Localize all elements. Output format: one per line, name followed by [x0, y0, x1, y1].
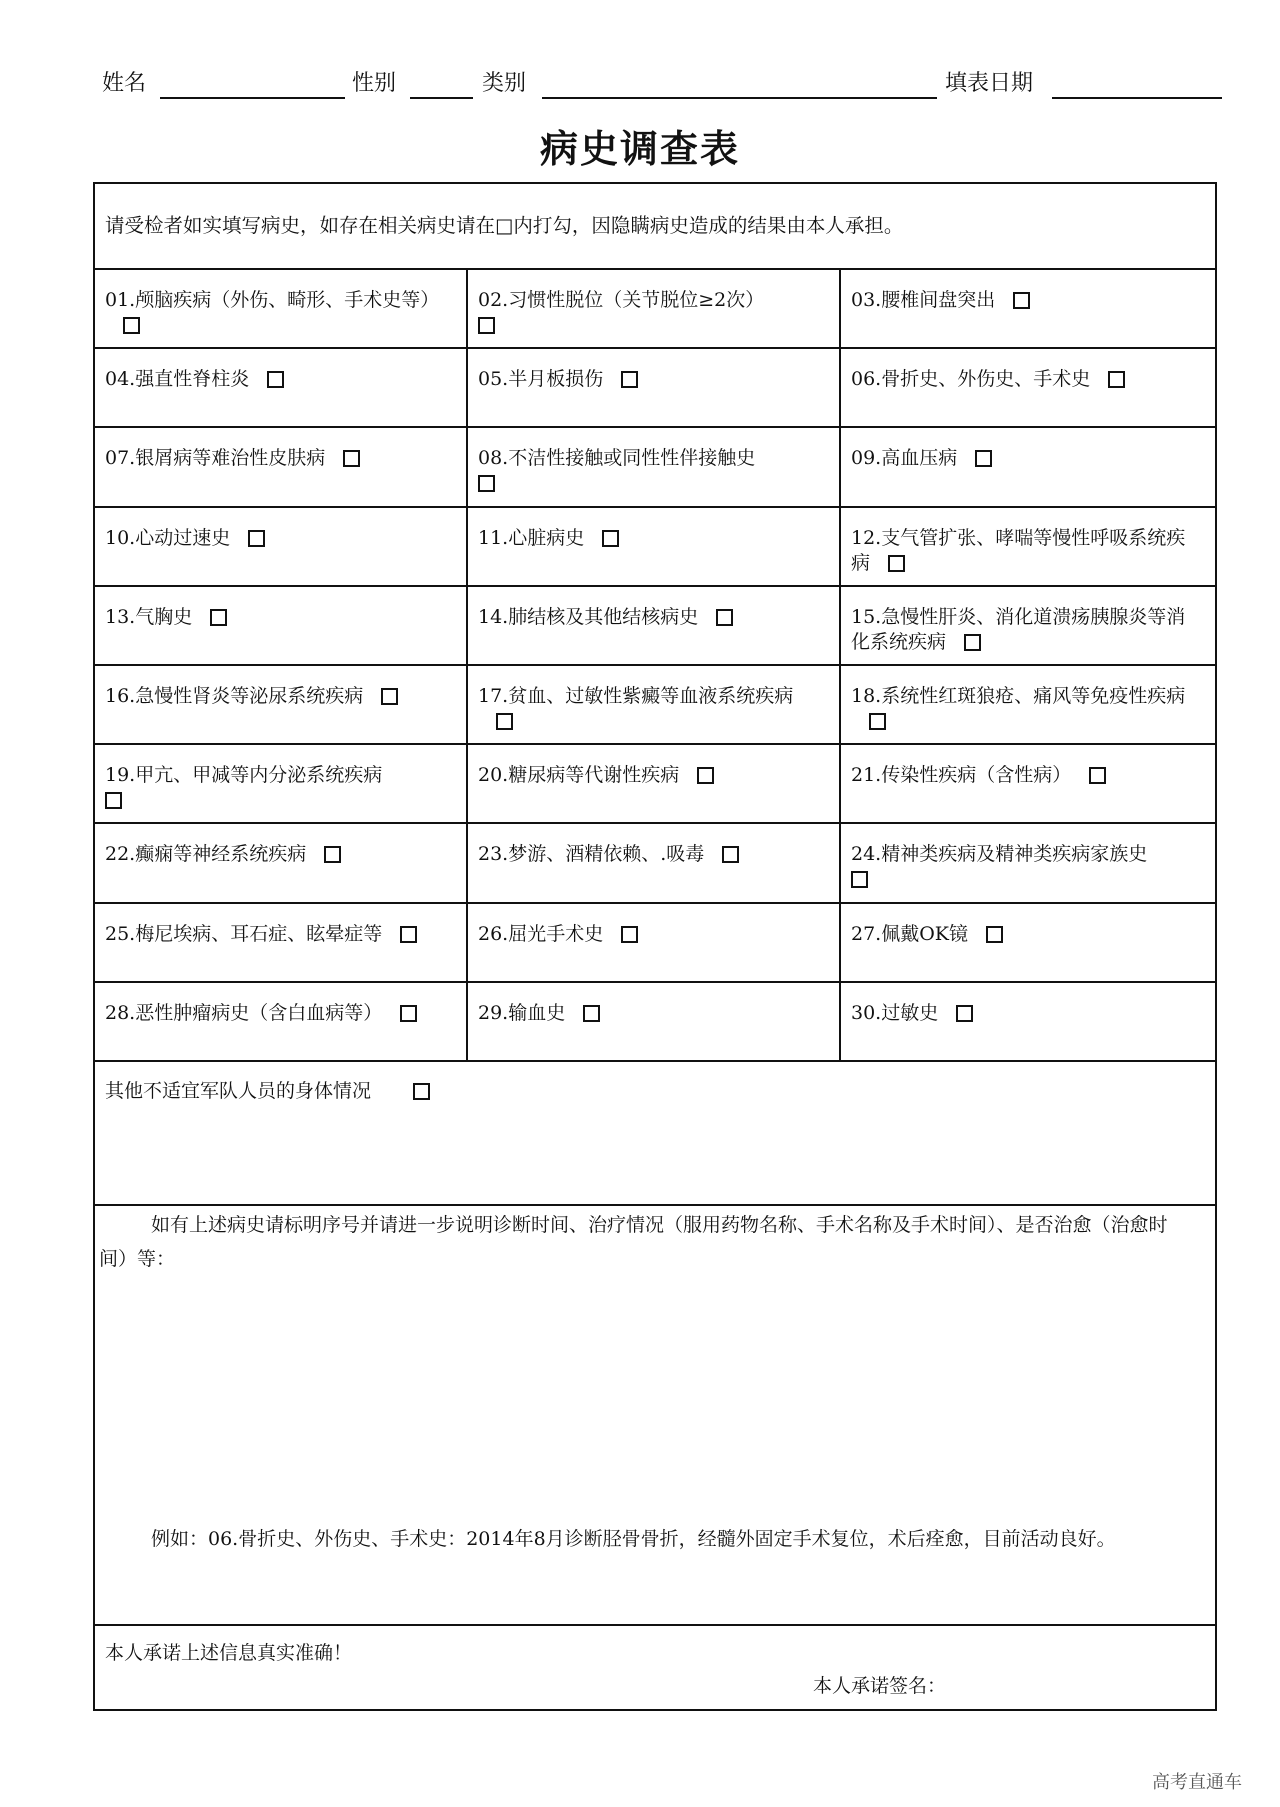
history-item-checkbox[interactable]	[267, 371, 284, 388]
history-item-checkbox[interactable]	[400, 1005, 417, 1022]
survey-form	[93, 182, 1217, 1711]
history-item-label: 24.精神类疾病及精神类疾病家族史	[851, 843, 1148, 866]
other-label: 其他不适宜军队人员的身体情况	[105, 1080, 372, 1102]
history-grid	[95, 270, 1215, 1062]
history-item	[841, 508, 1215, 587]
history-item-checkbox[interactable]	[722, 846, 739, 863]
history-item-checkbox[interactable]	[583, 1005, 600, 1022]
history-item-label: 22.癫痫等神经系统疾病	[105, 843, 307, 866]
history-item-label: 07.银屑病等难治性皮肤病	[105, 447, 326, 470]
history-item	[841, 587, 1215, 666]
history-item	[95, 666, 468, 745]
history-item-checkbox[interactable]	[1108, 371, 1125, 388]
history-item-label: 04.强直性脊柱炎	[105, 368, 250, 391]
history-item-checkbox[interactable]	[851, 871, 868, 888]
history-item	[95, 983, 468, 1062]
explanation-example: 例如：06.骨折史、外伤史、手术史：2014年8月诊断胫骨骨折，经髓外固定手术复位，术后痊愈，目前活动良好。	[151, 1528, 1116, 1550]
history-item-checkbox[interactable]	[123, 317, 140, 334]
gender-field[interactable]	[410, 97, 473, 99]
history-item	[468, 587, 841, 666]
history-item-checkbox[interactable]	[975, 450, 992, 467]
history-item-checkbox[interactable]	[1089, 767, 1106, 784]
history-item	[95, 824, 468, 903]
history-item	[95, 508, 468, 587]
history-item-label: 25.梅尼埃病、耳石症、眩晕症等	[105, 922, 383, 945]
history-item-label: 18.系统性红斑狼疮、痛风等免疫性疾病	[851, 685, 1186, 707]
history-item	[468, 666, 841, 745]
history-item-label: 21.传染性疾病（含性病）	[851, 764, 1072, 787]
history-item-checkbox[interactable]	[478, 317, 495, 334]
history-item-label: 05.半月板损伤	[478, 368, 604, 391]
history-item	[468, 904, 841, 983]
page-title: 病史调查表	[539, 126, 740, 171]
history-item	[468, 745, 841, 824]
history-item-checkbox[interactable]	[400, 926, 417, 943]
history-item-label: 29.输血史	[478, 1001, 566, 1024]
history-item-checkbox[interactable]	[343, 450, 360, 467]
history-item	[95, 349, 468, 428]
gender-label: 性别	[352, 71, 397, 96]
history-item-checkbox[interactable]	[716, 609, 733, 626]
history-item-checkbox[interactable]	[478, 475, 495, 492]
history-item	[468, 428, 841, 507]
history-item-label: 15.急慢性肝炎、消化道溃疡胰腺炎等消化系统疾病	[851, 605, 1186, 653]
history-item	[841, 824, 1215, 903]
history-item-checkbox[interactable]	[381, 688, 398, 705]
history-item-checkbox[interactable]	[621, 926, 638, 943]
history-item-label: 03.腰椎间盘突出	[851, 289, 996, 311]
history-item-label: 02.习惯性脱位（关节脱位≥2次）	[478, 289, 765, 311]
history-item-label: 23.梦游、酒精依赖、.吸毒	[478, 843, 705, 866]
history-item-checkbox[interactable]	[602, 530, 619, 547]
category-label: 类别	[482, 71, 527, 96]
history-item	[841, 270, 1215, 349]
history-item	[468, 983, 841, 1062]
history-item-label: 14.肺结核及其他结核病史	[478, 605, 699, 628]
history-item-checkbox[interactable]	[869, 713, 886, 730]
history-item	[468, 349, 841, 428]
history-item-checkbox[interactable]	[210, 609, 227, 626]
history-item-label: 17.贫血、过敏性紫癜等血液系统疾病	[478, 685, 794, 707]
history-item-label: 10.心动过速史	[105, 526, 231, 549]
history-item	[841, 428, 1215, 507]
history-item	[468, 508, 841, 587]
other-checkbox[interactable]	[413, 1083, 430, 1100]
history-item	[841, 983, 1215, 1062]
history-item-label: 20.糖尿病等代谢性疾病	[478, 764, 680, 787]
history-item	[95, 428, 468, 507]
history-item-label: 11.心脏病史	[478, 526, 585, 549]
history-item	[468, 270, 841, 349]
name-label: 姓名	[102, 71, 147, 96]
history-item	[841, 904, 1215, 983]
history-item	[95, 904, 468, 983]
promise-statement: 本人承诺上述信息真实准确！	[105, 1642, 353, 1664]
history-item-label: 06.骨折史、外伤史、手术史	[851, 368, 1091, 391]
history-item-checkbox[interactable]	[1013, 292, 1030, 309]
history-item	[95, 270, 468, 349]
promise-section	[95, 1626, 1215, 1713]
history-item-label: 16.急慢性肾炎等泌尿系统疾病	[105, 685, 364, 707]
instruction-row	[95, 184, 1215, 270]
history-item-checkbox[interactable]	[105, 792, 122, 809]
history-item-label: 19.甲亢、甲减等内分泌系统疾病	[105, 764, 383, 787]
date-field[interactable]	[1052, 97, 1222, 99]
history-item-checkbox[interactable]	[964, 634, 981, 651]
history-item	[841, 349, 1215, 428]
history-item-label: 09.高血压病	[851, 447, 958, 470]
history-item	[95, 745, 468, 824]
history-item-checkbox[interactable]	[986, 926, 1003, 943]
history-item-label: 28.恶性肿瘤病史（含白血病等）	[105, 1001, 383, 1024]
history-item-checkbox[interactable]	[956, 1005, 973, 1022]
history-item-label: 26.屈光手术史	[478, 922, 604, 945]
history-item-label: 01.颅脑疾病（外伤、畸形、手术史等）	[105, 289, 440, 311]
other-row	[95, 1062, 1215, 1206]
date-label: 填表日期	[945, 71, 1034, 96]
signature-label: 本人承诺签名：	[813, 1675, 947, 1697]
name-field[interactable]	[160, 97, 345, 99]
history-item	[95, 587, 468, 666]
explanation-prompt: 如有上述病史请标明序号并请进一步说明诊断时间、治疗情况（服用药物名称、手术名称及手术时间）、是否治愈（治愈时间）等：	[99, 1214, 1168, 1270]
history-item-checkbox[interactable]	[697, 767, 714, 784]
history-item-label: 08.不洁性接触或同性性伴接触史	[478, 447, 756, 470]
history-item-checkbox[interactable]	[888, 555, 905, 572]
instruction-text: 请受检者如实填写病史，如存在相关病史请在□内打勾，因隐瞒病史造成的结果由本人承担。	[105, 214, 904, 237]
history-item-label: 27.佩戴OK镜	[851, 922, 968, 945]
history-item-label: 13.气胸史	[105, 605, 193, 628]
watermark: 高考直通车	[1152, 1772, 1242, 1793]
history-item	[841, 666, 1215, 745]
history-item-checkbox[interactable]	[496, 713, 513, 730]
history-item	[468, 824, 841, 903]
history-item	[841, 745, 1215, 824]
history-item-label: 12.支气管扩张、哮喘等慢性呼吸系统疾病	[851, 526, 1186, 574]
history-item-checkbox[interactable]	[324, 846, 341, 863]
explanation-section[interactable]	[95, 1206, 1215, 1626]
history-item-checkbox[interactable]	[248, 530, 265, 547]
history-item-label: 30.过敏史	[851, 1001, 939, 1024]
category-field[interactable]	[542, 97, 937, 99]
history-item-checkbox[interactable]	[621, 371, 638, 388]
